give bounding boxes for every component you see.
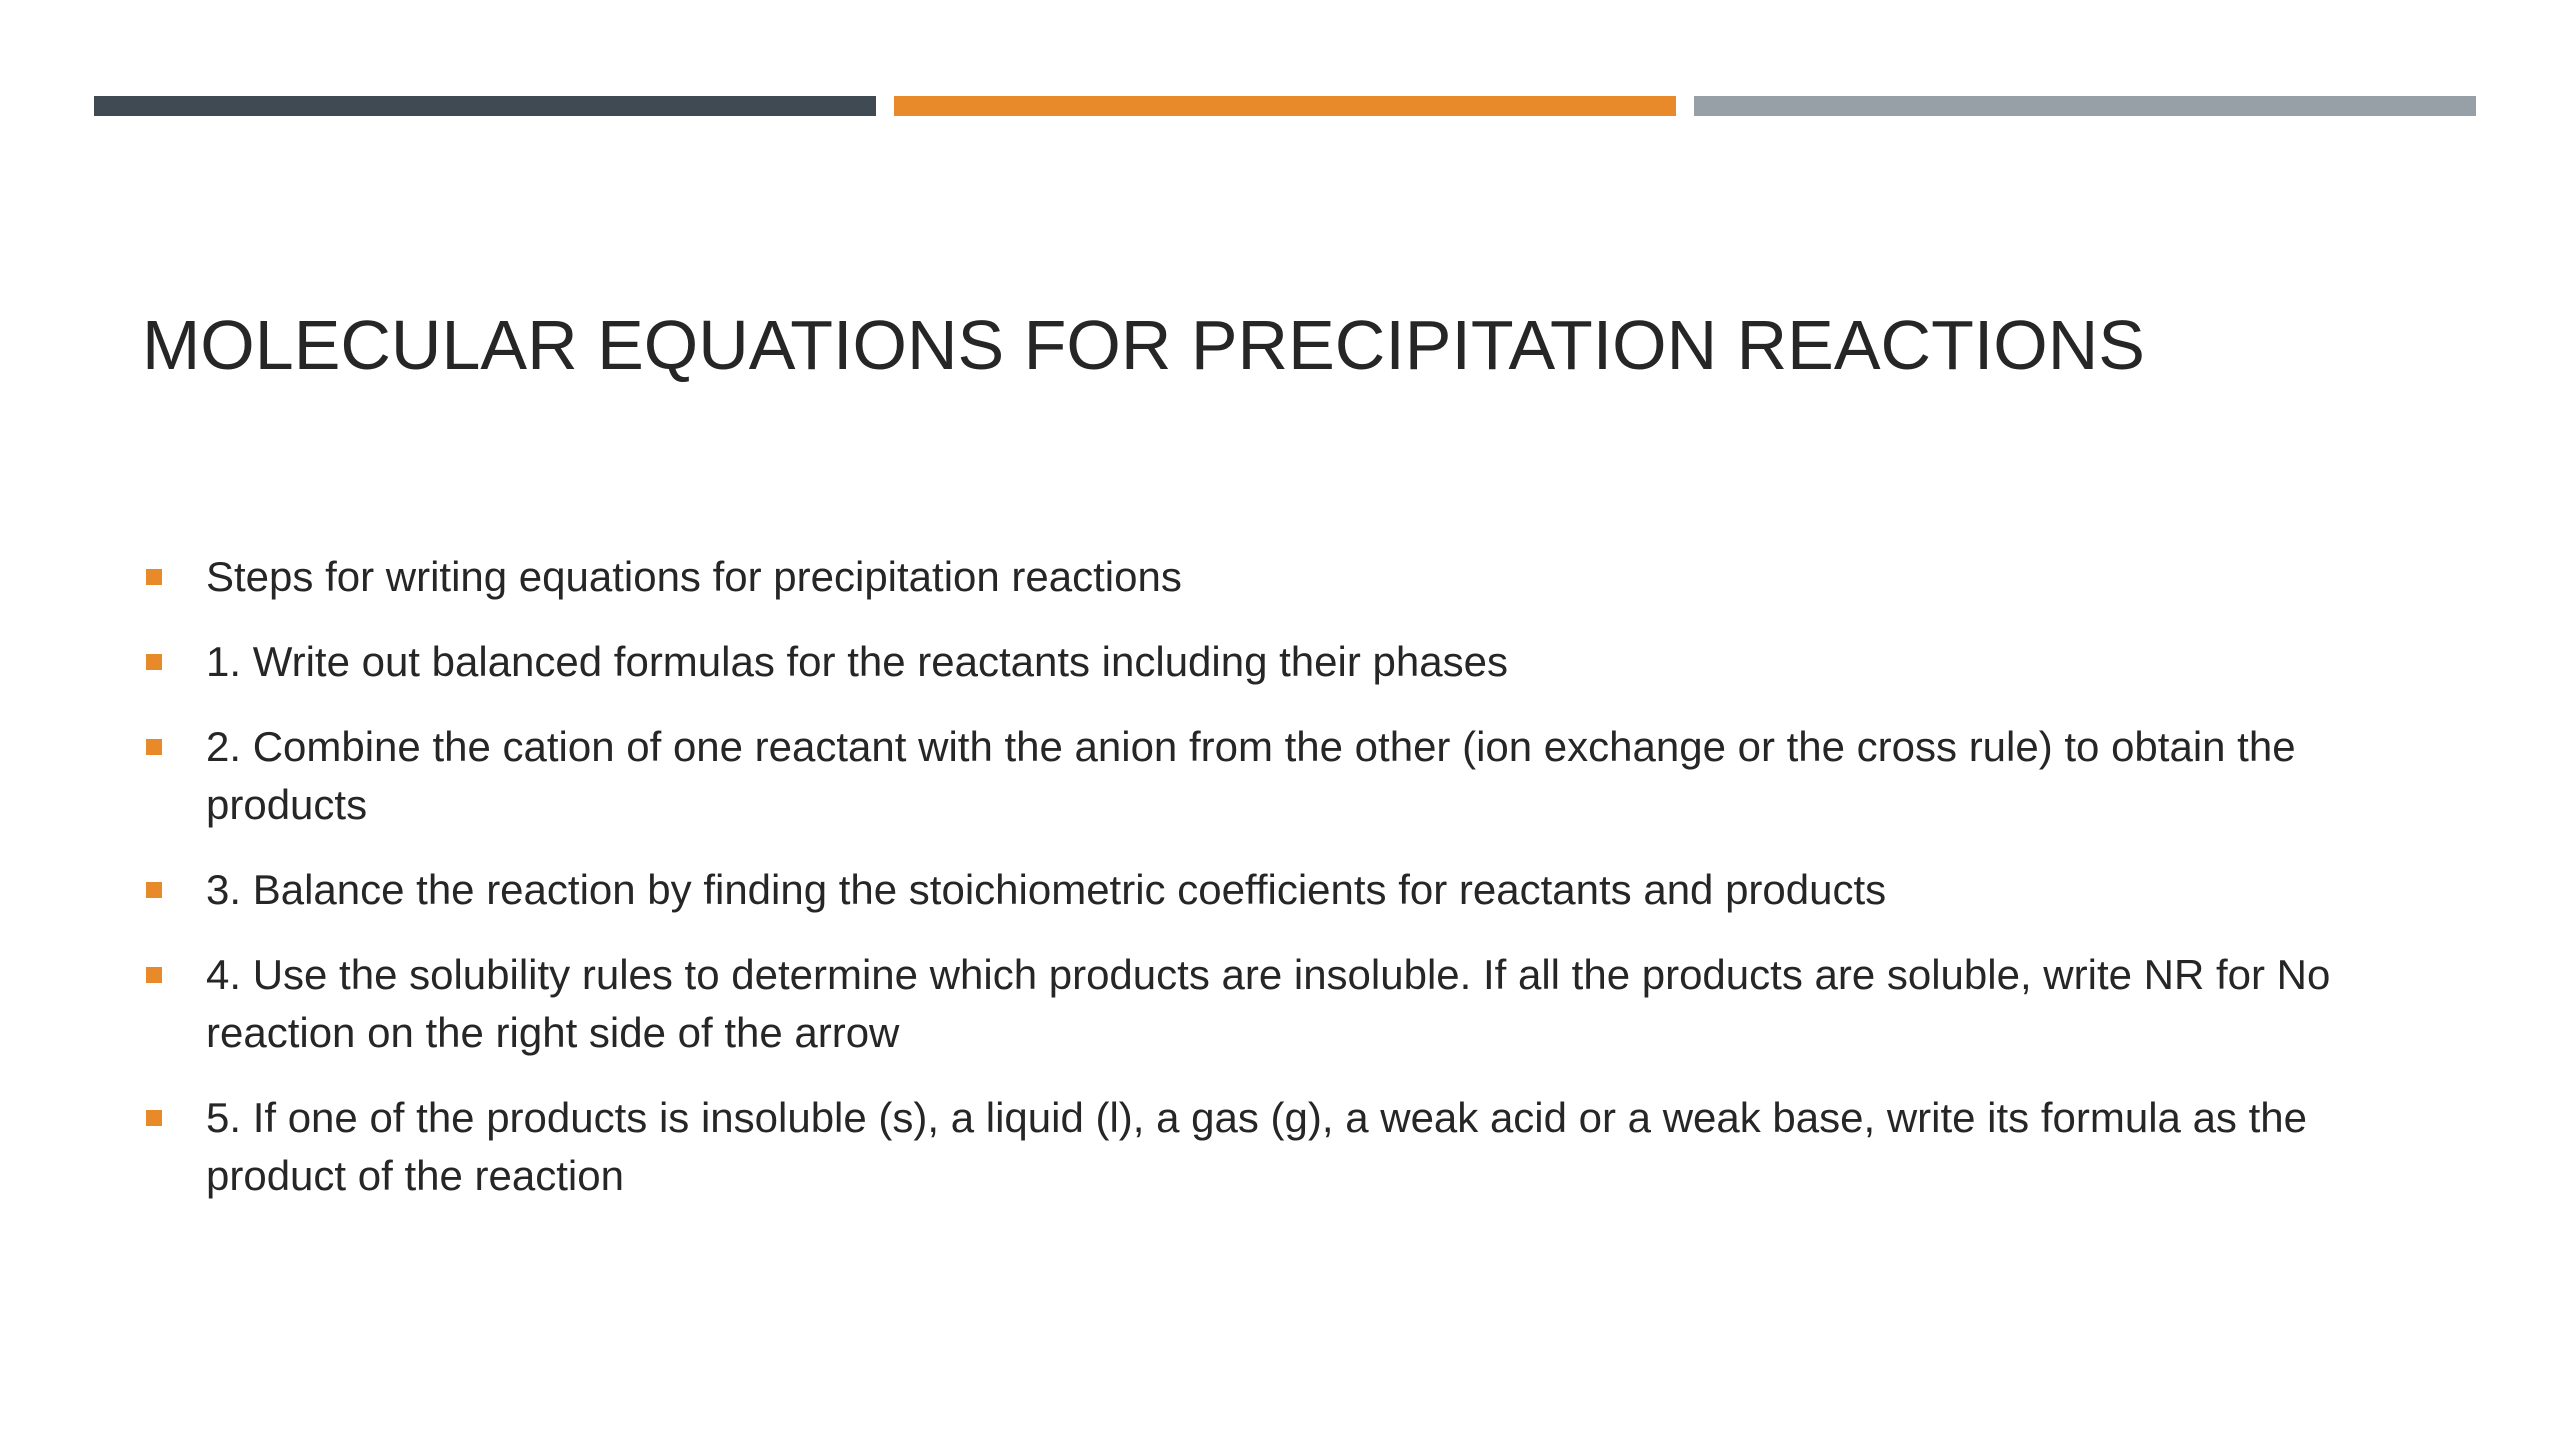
- bullet-item: [142, 548, 2442, 606]
- bullet-item: [142, 861, 2442, 919]
- slide-title: MOLECULAR EQUATIONS FOR PRECIPITATION REACTIONS: [142, 306, 2145, 384]
- square-bullet-icon: [146, 882, 162, 898]
- square-bullet-icon: [146, 654, 162, 670]
- square-bullet-icon: [146, 739, 162, 755]
- bullet-text: 5. If one of the products is insoluble (s), a liquid (l), a gas (g), a weak acid or a weak base, write its formula as the product of the reaction: [206, 1094, 2307, 1199]
- bullet-item: [142, 946, 2442, 1062]
- bullet-item: [142, 718, 2442, 834]
- bullet-text: 4. Use the solubility rules to determine which products are insoluble. If all the products are soluble, write NR for No reaction on the right side of the arrow: [206, 951, 2331, 1056]
- accent-bar-gray: [1694, 96, 2476, 116]
- square-bullet-icon: [146, 569, 162, 585]
- bullet-text: Steps for writing equations for precipitation reactions: [206, 553, 1182, 600]
- bullet-list: [142, 548, 2442, 1232]
- square-bullet-icon: [146, 1110, 162, 1126]
- accent-bar-dark: [94, 96, 876, 116]
- bullet-text: 2. Combine the cation of one reactant with the anion from the other (ion exchange or the cross rule) to obtain the products: [206, 723, 2296, 828]
- square-bullet-icon: [146, 967, 162, 983]
- accent-bar-orange: [894, 96, 1676, 116]
- bullet-item: [142, 633, 2442, 691]
- bullet-text: 1. Write out balanced formulas for the reactants including their phases: [206, 638, 1508, 685]
- bullet-text: 3. Balance the reaction by finding the stoichiometric coefficients for reactants and products: [206, 866, 1887, 913]
- bullet-item: [142, 1089, 2442, 1205]
